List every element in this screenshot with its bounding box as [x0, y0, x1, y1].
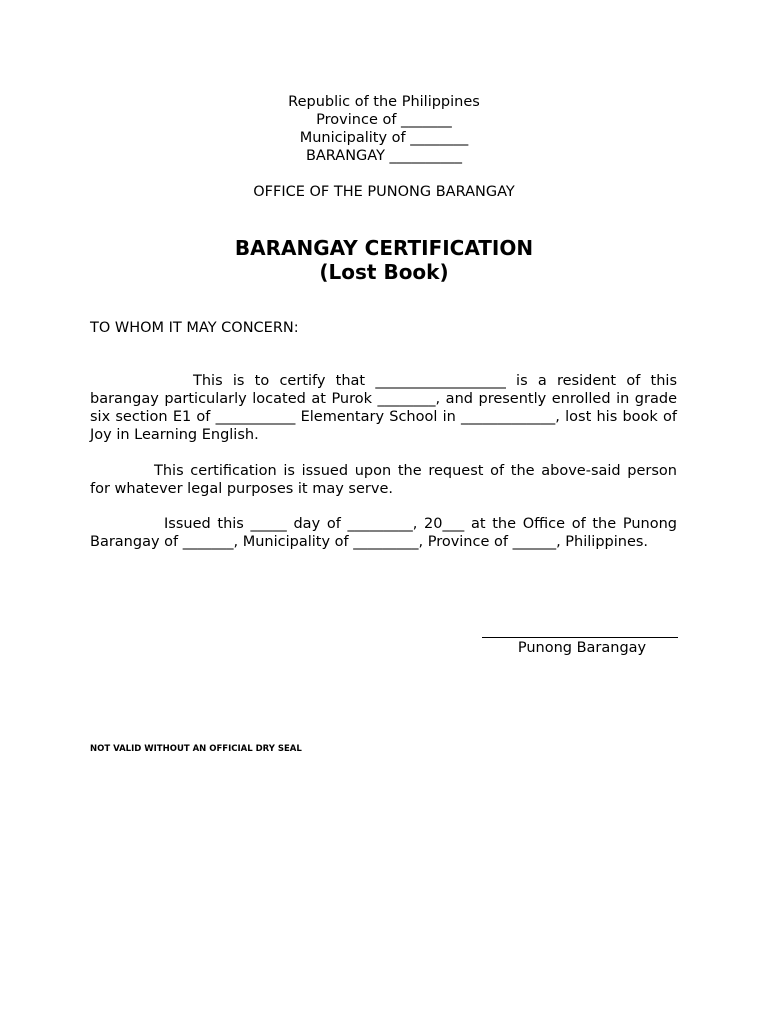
document-subtitle: (Lost Book) [319, 260, 449, 284]
header-barangay: BARANGAY __________ [305, 148, 463, 164]
office-heading: OFFICE OF THE PUNONG BARANGAY [253, 184, 515, 200]
dry-seal-note: NOT VALID WITHOUT AN OFFICIAL DRY SEAL [90, 744, 302, 754]
purpose-paragraph: This certification is issued upon the request of the above-said person for whatever legal purposes it may serve. [90, 463, 677, 497]
header-republic: Republic of the Philippines [288, 94, 480, 110]
signature-line [482, 637, 678, 638]
header-province: Province of _______ [316, 112, 452, 128]
certification-paragraph: This is to certify that __________________ is a resident of this barangay particularly located at Purok ________, and presently enrolled in grade six section E1 of ___________ Elementary School in _____________, lost his book of Joy in Learning English. [90, 373, 677, 443]
signatory-title: Punong Barangay [517, 640, 647, 656]
document-title: BARANGAY CERTIFICATION [234, 236, 534, 260]
issuance-paragraph: Issued this _____ day of _________, 20___ at the Office of the Punong Barangay of _______, Municipality of _________, Province of ______, Philippines. [90, 516, 677, 550]
salutation: TO WHOM IT MAY CONCERN: [90, 320, 299, 336]
header-municipality: Municipality of ________ [299, 130, 469, 146]
